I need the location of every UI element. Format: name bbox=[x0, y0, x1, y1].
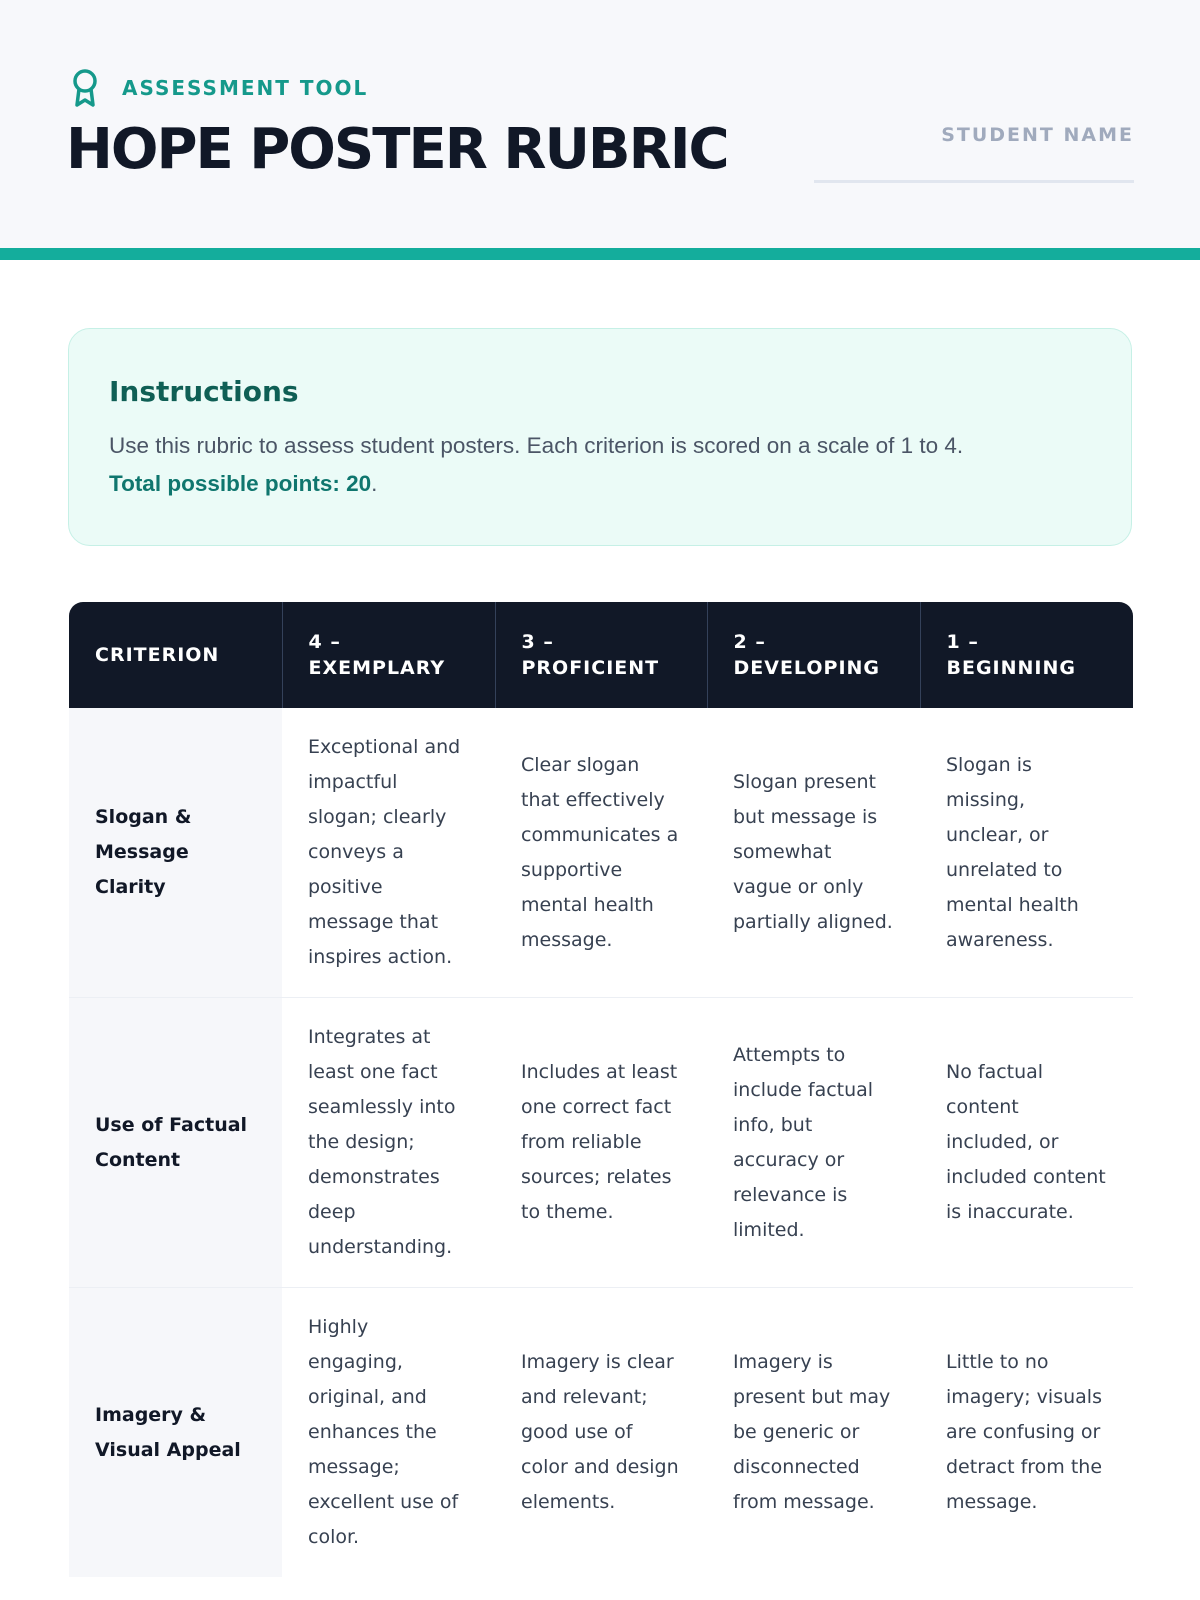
criterion-cell: Imagery & Visual Appeal bbox=[69, 1288, 282, 1578]
criterion-cell: Slogan & Message Clarity bbox=[69, 708, 282, 998]
award-ribbon-icon bbox=[70, 68, 100, 108]
instructions-panel bbox=[68, 328, 1132, 546]
page-header bbox=[0, 0, 1200, 248]
header-developing: 2 – DEVELOPING bbox=[707, 602, 920, 708]
kicker-text: ASSESSMENT TOOL bbox=[122, 76, 369, 100]
criterion-cell: Use of Factual Content bbox=[69, 998, 282, 1288]
descriptor-cell: Imagery is clear and relevant; good use of color and design elements. bbox=[495, 1288, 707, 1578]
descriptor-cell: Little to no imagery; visuals are confusing or detract from the message. bbox=[920, 1288, 1133, 1578]
total-points: Total possible points: 20 bbox=[109, 471, 372, 496]
header-exemplary: 4 – EXEMPLARY bbox=[282, 602, 495, 708]
header-proficient: 3 – PROFICIENT bbox=[495, 602, 707, 708]
descriptor-cell: Slogan present but message is somewhat vague or only partially aligned. bbox=[733, 771, 893, 933]
descriptor-cell: Clear slogan that effectively communicates a supportive mental health message. bbox=[521, 753, 679, 951]
descriptor-cell: Slogan is missing, unclear, or unrelated to mental health awareness. bbox=[946, 753, 1079, 951]
descriptor-cell: Exceptional and impactful slogan; clearly conveys a positive message that inspires action. bbox=[308, 736, 461, 968]
instructions-text bbox=[109, 427, 1091, 503]
total-points-suffix: . bbox=[371, 471, 378, 496]
descriptor-cell: Includes at least one correct fact from reliable sources; relates to theme. bbox=[495, 998, 707, 1288]
instructions-title: Instructions bbox=[109, 375, 299, 408]
descriptor-cell: Attempts to include factual info, but accuracy or relevance is limited. bbox=[707, 998, 920, 1288]
header-beginning: 1 – BEGINNING bbox=[920, 602, 1133, 708]
kicker bbox=[70, 68, 368, 108]
rubric-table bbox=[69, 602, 1133, 1577]
descriptor-cell: Highly engaging, original, and enhances the message; excellent use of color. bbox=[282, 1288, 495, 1578]
rubric-header-row bbox=[69, 602, 1133, 708]
instructions-body: Use this rubric to assess student posters. Each criterion is scored on a scale of 1 to 4. bbox=[109, 433, 964, 458]
rubric-row-factual-content bbox=[69, 998, 1133, 1288]
rubric-row-imagery bbox=[69, 1288, 1133, 1578]
descriptor-cell: No factual content included, or included content is inaccurate. bbox=[920, 998, 1133, 1288]
student-name-field[interactable] bbox=[814, 124, 1134, 183]
rubric-row-slogan bbox=[69, 708, 1133, 998]
student-name-label: STUDENT NAME bbox=[941, 124, 1134, 146]
page-title: HOPE POSTER RUBRIC bbox=[66, 117, 728, 182]
header-criterion: CRITERION bbox=[69, 602, 282, 708]
descriptor-cell: Imagery is present but may be generic or disconnected from message. bbox=[707, 1288, 920, 1578]
header-divider bbox=[0, 248, 1200, 260]
descriptor-cell: Integrates at least one fact seamlessly into the design; demonstrates deep understanding. bbox=[282, 998, 495, 1288]
